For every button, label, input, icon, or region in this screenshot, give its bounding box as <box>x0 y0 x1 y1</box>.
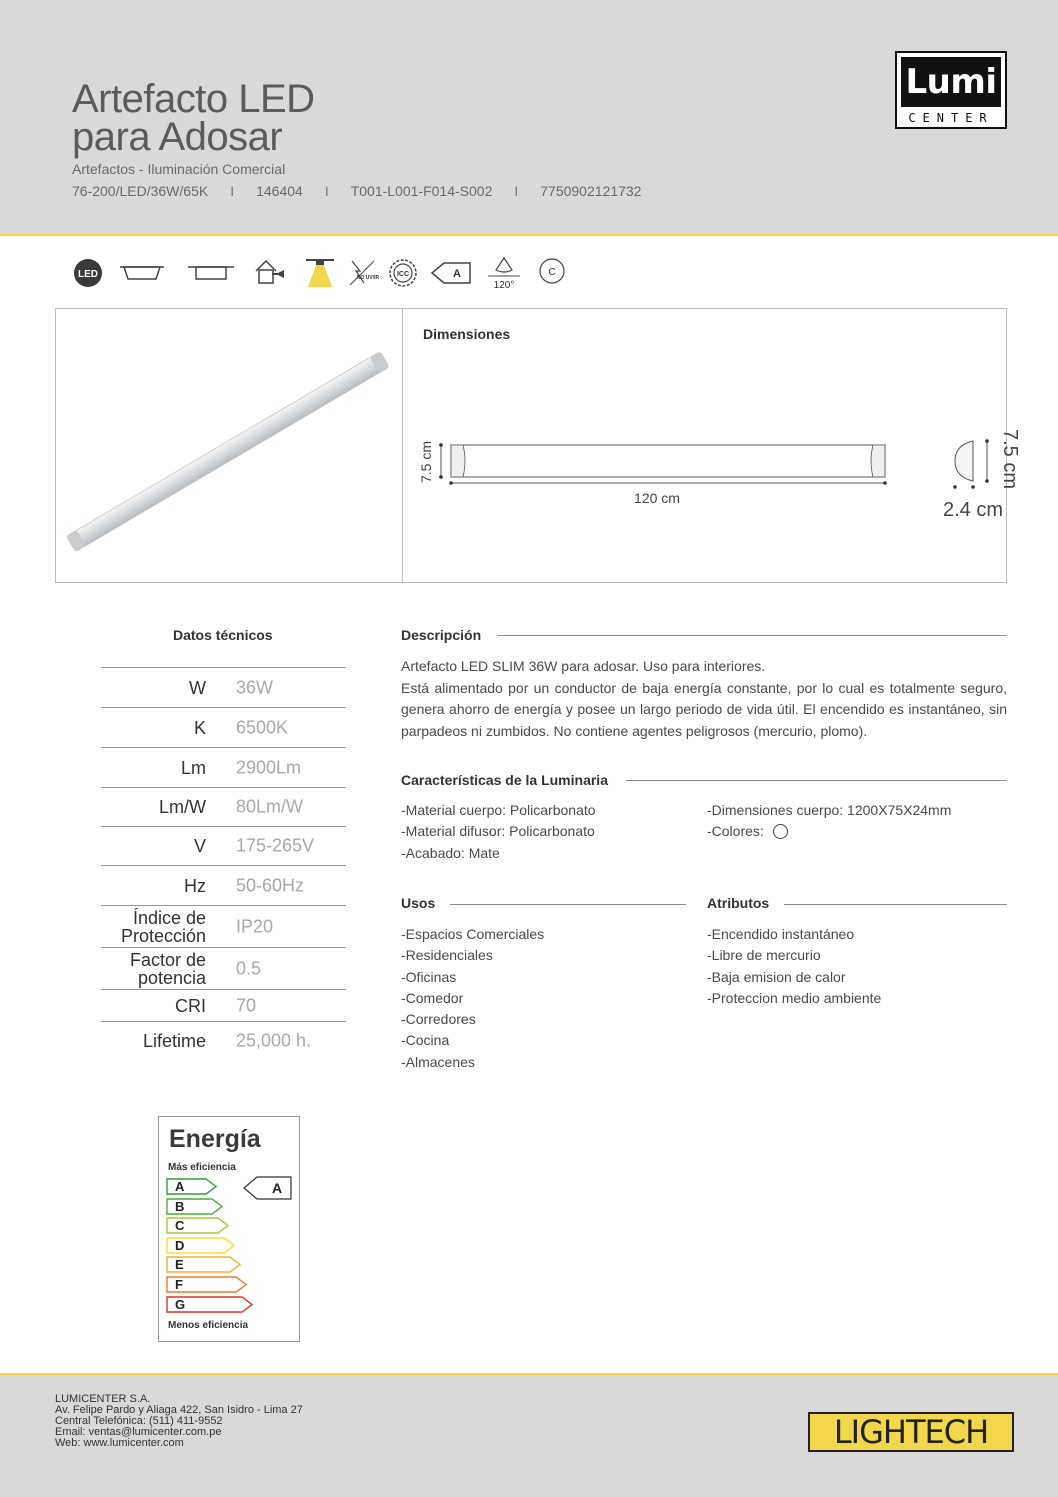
tech-row <box>101 989 346 1021</box>
code-separator: I <box>514 183 519 199</box>
tech-value: 6500K <box>236 717 289 737</box>
tech-label: Factor de potencia <box>129 949 206 988</box>
tech-row <box>101 826 346 865</box>
list-item: -Espacios Comerciales <box>401 926 545 942</box>
tech-row <box>101 787 346 826</box>
energy-class-b <box>166 1198 224 1215</box>
no-uv-ir-text: NO UV/IR <box>356 275 380 281</box>
tech-value: 36W <box>236 677 274 697</box>
title-line-2: para Adosar <box>72 115 283 159</box>
color-swatch-white <box>773 824 788 839</box>
dimensions-drawing <box>403 309 1021 584</box>
description-line: Está alimentado por un conductor de baja energía constante, por lo cual es totalmente seguro, genera ahorro de energía y posee un largo periodo de vida útil. El encendido es instantáneo, sin parpadeos ni zumbidos. No contiene agentes peligrosos (mercurio, plomo). <box>401 679 1007 739</box>
energy-class-letter: A <box>175 1179 185 1194</box>
usos-list <box>401 924 544 1073</box>
list-item <box>707 821 951 842</box>
product-photo <box>56 309 402 584</box>
list-item: -Corredores <box>401 1011 476 1028</box>
product-title <box>72 77 315 159</box>
icc-certified-icon <box>388 256 418 290</box>
usos-title: Usos <box>401 895 436 911</box>
energy-less-efficiency: Menos eficiencia <box>168 1320 249 1331</box>
energy-class-letter: G <box>175 1296 186 1312</box>
led-icon-text: LED <box>78 269 98 280</box>
logo-bottom: CENTER <box>908 111 994 125</box>
list-item: -Baja emision de calor <box>707 968 846 985</box>
list-item: -Encendido instantáneo <box>707 926 855 942</box>
energy-class-letter: B <box>175 1198 185 1214</box>
tech-data-table <box>101 667 346 1059</box>
height-right-label: 7.5 cm <box>999 429 1021 490</box>
height-left-label: 7.5 cm <box>418 440 434 483</box>
feature-icons-row <box>72 256 592 292</box>
list-item: -Cocina <box>401 1032 450 1049</box>
usos-rule <box>450 904 686 905</box>
list-item: -Oficinas <box>401 968 457 985</box>
list-item: -Dimensiones cuerpo: 1200X75X24mm <box>707 802 952 818</box>
sku-code: 146404 <box>256 183 303 199</box>
tech-label: W <box>189 677 206 698</box>
company-name: LUMICENTER S.A. <box>55 1393 151 1405</box>
product-codes <box>72 183 641 199</box>
tech-data-title: Datos técnicos <box>173 627 273 643</box>
list-item: -Material cuerpo: Policarbonato <box>401 802 596 818</box>
energy-class-d <box>166 1237 236 1254</box>
list-item: -Proteccion medio ambiente <box>707 989 882 1006</box>
description-rule <box>497 635 1007 636</box>
ceiling-light-icon <box>302 256 338 290</box>
description-text <box>401 656 1007 742</box>
no-uv-ir-icon <box>348 256 378 290</box>
tech-label: CRI <box>175 995 206 1016</box>
tech-label: Lm <box>180 757 206 778</box>
tech-label: Índice de Protección <box>120 907 206 946</box>
features-right-list <box>707 800 951 843</box>
list-item: -Residenciales <box>401 947 493 964</box>
tech-value: 70 <box>236 995 257 1015</box>
tech-label: Hz <box>184 875 206 896</box>
beam-angle-text: 120° <box>493 280 515 291</box>
description-title: Descripción <box>401 627 482 643</box>
energy-class-text: A <box>453 268 461 280</box>
company-address <box>55 1394 303 1449</box>
tech-row <box>101 865 346 905</box>
features-title: Características de la Luminaria <box>401 772 608 788</box>
icc-text: ICC <box>396 271 410 278</box>
tech-row <box>101 1021 346 1059</box>
energy-class-letter: F <box>175 1277 183 1292</box>
code-separator: I <box>324 183 329 199</box>
code-separator: I <box>230 183 235 199</box>
list-item: -Material difusor: Policarbonato <box>401 823 595 840</box>
features-left-list <box>401 800 596 864</box>
tech-value: 2900Lm <box>236 757 302 777</box>
list-item: -Comedor <box>401 989 464 1006</box>
energy-class-c <box>166 1217 230 1234</box>
tech-value: 50-60Hz <box>236 875 305 895</box>
led-icon <box>72 256 104 290</box>
energy-title: Energía <box>169 1125 261 1153</box>
tech-row <box>101 707 346 747</box>
tech-row <box>101 667 346 707</box>
c-mark-text: C <box>548 267 556 278</box>
lightech-text: LIGHTECH <box>833 1413 989 1451</box>
list-item: -Libre de mercurio <box>707 947 821 964</box>
atributos-list <box>707 924 881 1009</box>
lumicenter-logo <box>895 51 1007 129</box>
depth-label: 2.4 cm <box>942 499 1004 521</box>
dimensions-title: Dimensiones <box>423 326 511 342</box>
tech-row <box>101 905 346 947</box>
colors-label: -Colores: <box>707 823 764 840</box>
energy-label <box>158 1116 300 1342</box>
lightech-logo <box>808 1412 1014 1452</box>
indoor-icon <box>252 256 288 290</box>
tech-value: 0.5 <box>236 958 262 978</box>
product-image-box <box>55 308 1021 583</box>
energy-more-efficiency: Más eficiencia <box>168 1162 236 1173</box>
tech-value: IP20 <box>236 916 274 936</box>
energy-class-icon <box>430 256 474 290</box>
list-item: -Almacenes <box>401 1053 475 1070</box>
length-label: 120 cm <box>634 490 680 506</box>
title-line-1: Artefacto LED <box>72 77 315 121</box>
surface-panel-icon <box>186 256 236 290</box>
energy-rating-arrow <box>243 1176 293 1200</box>
company-phone: Central Telefónica: (511) 411-9552 <box>55 1415 223 1427</box>
company-street: Av. Felipe Pardo y Aliaga 422, San Isidro - Lima 27 <box>55 1404 303 1416</box>
catalog-code: T001-L001-F014-S002 <box>350 183 493 199</box>
barcode-number: 7750902121732 <box>540 183 642 199</box>
tech-label: Lm/W <box>159 797 206 817</box>
energy-class-letter: C <box>175 1218 185 1234</box>
company-email[interactable]: Email: ventas@lumicenter.com.pe <box>55 1426 222 1438</box>
model-code: 76-200/LED/36W/65K <box>72 183 209 199</box>
atributos-rule <box>784 904 1007 905</box>
energy-class-letter: D <box>175 1237 185 1253</box>
energy-class-letter: E <box>175 1257 184 1273</box>
energy-rating-text: A <box>271 1180 283 1196</box>
tech-label: K <box>193 717 206 738</box>
energy-class-g <box>166 1296 254 1313</box>
tech-value: 80Lm/W <box>236 796 304 817</box>
logo-top: Lumi <box>901 57 1001 107</box>
tech-label: V <box>193 836 206 856</box>
description-line: Artefacto LED SLIM 36W para adosar. Uso para interiores. <box>401 658 766 674</box>
tech-value: 175-265V <box>236 835 315 856</box>
tech-row <box>101 947 346 989</box>
energy-class-e <box>166 1256 242 1273</box>
features-rule <box>626 780 1007 781</box>
tech-row <box>101 747 346 787</box>
company-web[interactable]: Web: www.lumicenter.com <box>55 1437 184 1449</box>
energy-class-a <box>166 1178 218 1195</box>
tech-label: Lifetime <box>142 1030 206 1051</box>
tech-value: 25,000 h. <box>236 1030 312 1050</box>
recessed-panel-icon <box>118 256 166 290</box>
list-item: -Acabado: Mate <box>401 844 500 861</box>
energy-class-f <box>166 1276 248 1293</box>
atributos-title: Atributos <box>707 895 770 911</box>
c-mark-icon <box>538 256 566 290</box>
beam-angle-icon <box>484 256 524 292</box>
product-category: Artefactos - Iluminación Comercial <box>72 161 286 177</box>
